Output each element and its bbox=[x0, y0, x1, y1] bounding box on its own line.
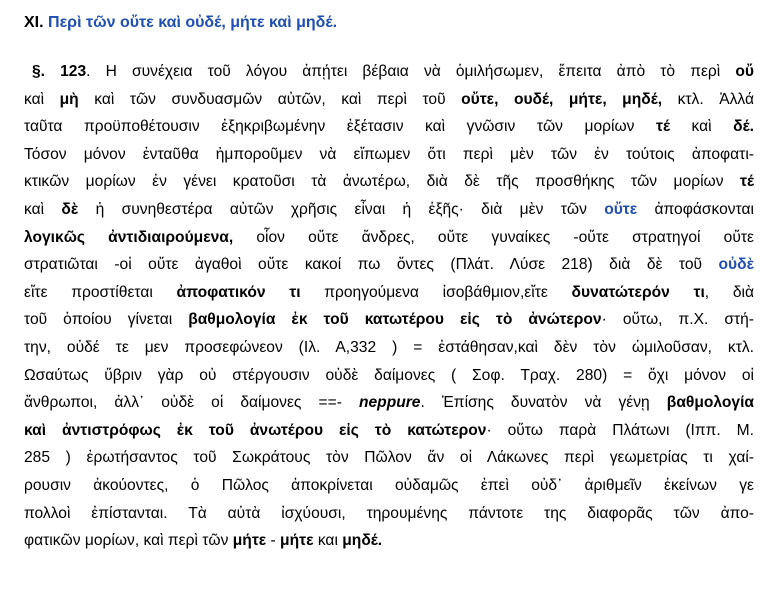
text-run: . Ἐπίσης δυνατὸν νὰ γένῃ bbox=[420, 394, 667, 412]
text-run: εἴτε προστίθεται bbox=[24, 283, 177, 301]
text-run: Ωσαύτως ὕβριν γὰρ οὐ στέργουσιν οὐδὲ δαίμονες ( Σοφ. Τραχ. 280) = ὄχι μόνον οἱ bbox=[24, 366, 754, 384]
emphasized-text: καὶ ἀντιστρόφως ἐκ τοῦ ἀνωτέρου εἰς τὸ κατώτερον bbox=[24, 421, 487, 439]
text-run: ἄνθρωποι, ἀλλ᾿ οὐδὲ οἱ δαίμονες ==- bbox=[24, 394, 359, 412]
text-run: · οὕτω παρὰ Πλάτωνι (Ιππ. Μ. bbox=[486, 421, 754, 439]
paragraph-line bbox=[24, 168, 754, 196]
paragraph-line bbox=[24, 113, 754, 141]
text-run: · οὕτω, π.Χ. στή- bbox=[601, 311, 754, 329]
text-run: φατικῶν μορίων, καὶ περὶ τῶν bbox=[24, 532, 233, 550]
text-run: καὶ bbox=[670, 118, 734, 136]
section-heading bbox=[24, 12, 337, 34]
paragraph-body bbox=[24, 58, 754, 555]
emphasized-text: μήτε bbox=[280, 532, 314, 550]
paragraph-line bbox=[24, 472, 754, 500]
section-title: Περὶ τῶν οὔτε καὶ οὐδέ, μήτε καὶ μηδέ. bbox=[48, 14, 338, 31]
paragraph-line bbox=[24, 500, 754, 528]
paragraph-line bbox=[24, 196, 754, 224]
text-run: καὶ bbox=[24, 90, 60, 108]
paragraph-line bbox=[24, 224, 754, 252]
paragraph-line bbox=[24, 58, 754, 86]
text-run: οἷον οὔτε ἄνδρες, οὔτε γυναίκες -οὔτε στρατηγοί οὔτε bbox=[233, 228, 754, 246]
emphasized-text: βαθμολογία ἐκ τοῦ κατωτέρου εἰς τὸ ἀνώτερον bbox=[188, 311, 602, 329]
paragraph-line bbox=[24, 251, 754, 279]
text-run: - bbox=[266, 532, 281, 550]
paragraph-line bbox=[24, 444, 754, 472]
paragraph-line bbox=[24, 417, 754, 445]
emphasized-text: λογικῶς ἀντιδιαιρούμενα, bbox=[24, 228, 234, 246]
text-run: ἀποφάσκονται bbox=[637, 200, 754, 218]
emphasized-text: τέ bbox=[740, 173, 754, 191]
emphasized-text: neppure bbox=[358, 394, 421, 412]
emphasized-text: τέ bbox=[656, 118, 671, 136]
paragraph-line bbox=[24, 279, 754, 307]
emphasized-text: §. 123 bbox=[32, 63, 87, 80]
text-run: πολλοὶ ἐπίστανται. Τὰ αὐτὰ ἰσχύουσι, τηρουμένης πάντοτε της διαφορᾶς τῶν ἀπο- bbox=[24, 504, 754, 522]
text-run: 285 ) ἐρωτήσαντος τοῦ Σωκράτους τὸν Πῶλον ἄν οἱ Λάκωνες περὶ γεωμετρίας τι χαί- bbox=[24, 449, 754, 467]
text-run: καὶ bbox=[24, 200, 62, 218]
emphasized-text: οὔτε bbox=[604, 200, 638, 218]
emphasized-text: οὐδὲ bbox=[718, 256, 754, 274]
text-run: προηγούμενα ἰσοβάθμιον,εἴτε bbox=[300, 283, 572, 301]
paragraph-line bbox=[24, 334, 754, 362]
paragraph-line bbox=[24, 389, 754, 417]
emphasized-text: βαθμολογία bbox=[666, 394, 754, 412]
paragraph-line bbox=[24, 306, 754, 334]
text-run: τοῦ ὁποίου γίνεται bbox=[24, 311, 189, 329]
text-run: . Η συνέχεια τοῦ λόγου ἀπῄτει βέβαια νὰ ὁμιλήσωμεν, ἔπειτα ἀπὸ τὸ περὶ bbox=[86, 63, 736, 80]
text-run: Τόσον μόνον ἐνταῦθα ἠμποροῦμεν νὰ εἴπωμεν ὅτι περὶ μὲν τῶν ἐν τούτοις ἀποφατι- bbox=[24, 145, 754, 163]
text-run: , διὰ bbox=[704, 283, 754, 301]
emphasized-text: δὲ bbox=[61, 200, 79, 218]
emphasized-text: οὔτε, ουδέ, μήτε, μηδέ, bbox=[461, 90, 663, 108]
emphasized-text: μήτε bbox=[232, 532, 267, 550]
text-run: και bbox=[313, 532, 343, 550]
emphasized-text: ἀποφατικόν τι bbox=[176, 283, 301, 301]
paragraph-line bbox=[24, 527, 754, 555]
text-run: στρατιῶται -οἱ οὔτε ἀγαθοὶ οὔτε κακοί πω ὄντες (Πλάτ. Λύσε 218) διὰ δὲ τοῦ bbox=[24, 256, 719, 274]
text-run: ταῦτα προϋποθέτουσιν ἐξηκριβωμένην ἐξέτασιν καὶ γνῶσιν τῶν μορίων bbox=[24, 118, 657, 136]
emphasized-text: μηδέ. bbox=[342, 532, 383, 550]
paragraph-line bbox=[24, 141, 754, 169]
text-run: ἡ συνηθεστέρα αὐτῶν χρῆσις εἶναι ἡ ἑξῆς· διὰ μὲν τῶν bbox=[78, 200, 605, 218]
emphasized-text: οὔ bbox=[735, 63, 754, 80]
text-run: την, οὐδέ τε μεν προσεφώνεον (Ιλ. Α,332 ) = ἐστάθησαν,καὶ δὲν τὸν ὡμιλοῦσαν, κτλ. bbox=[24, 338, 754, 356]
paragraph-line bbox=[24, 86, 754, 114]
text-run: ρουσιν ἀκούοντες, ὁ Πῶλος ἀποκρίνεται οὐδαμῶς ἐπεὶ οὐδ᾿ ἀριθμεῖν ἐκείνων γε bbox=[24, 476, 754, 494]
text-run: κτλ. Ἀλλά bbox=[662, 90, 754, 108]
section-number: XI. bbox=[24, 14, 44, 31]
paragraph-line bbox=[24, 362, 754, 390]
emphasized-text: μὴ bbox=[59, 90, 79, 108]
emphasized-text: δέ. bbox=[733, 118, 754, 136]
text-run: καὶ τῶν συνδυασμῶν αὐτῶν, καὶ περὶ τοῦ bbox=[78, 90, 462, 108]
text-run: κτικῶν μορίων ἐν γένει κρατοῦσι τὰ ἀνωτέρω, διὰ δὲ τῆς προσθήκης τῶν μορίων bbox=[24, 173, 740, 191]
emphasized-text: δυνατώτερόν τι bbox=[571, 283, 705, 301]
